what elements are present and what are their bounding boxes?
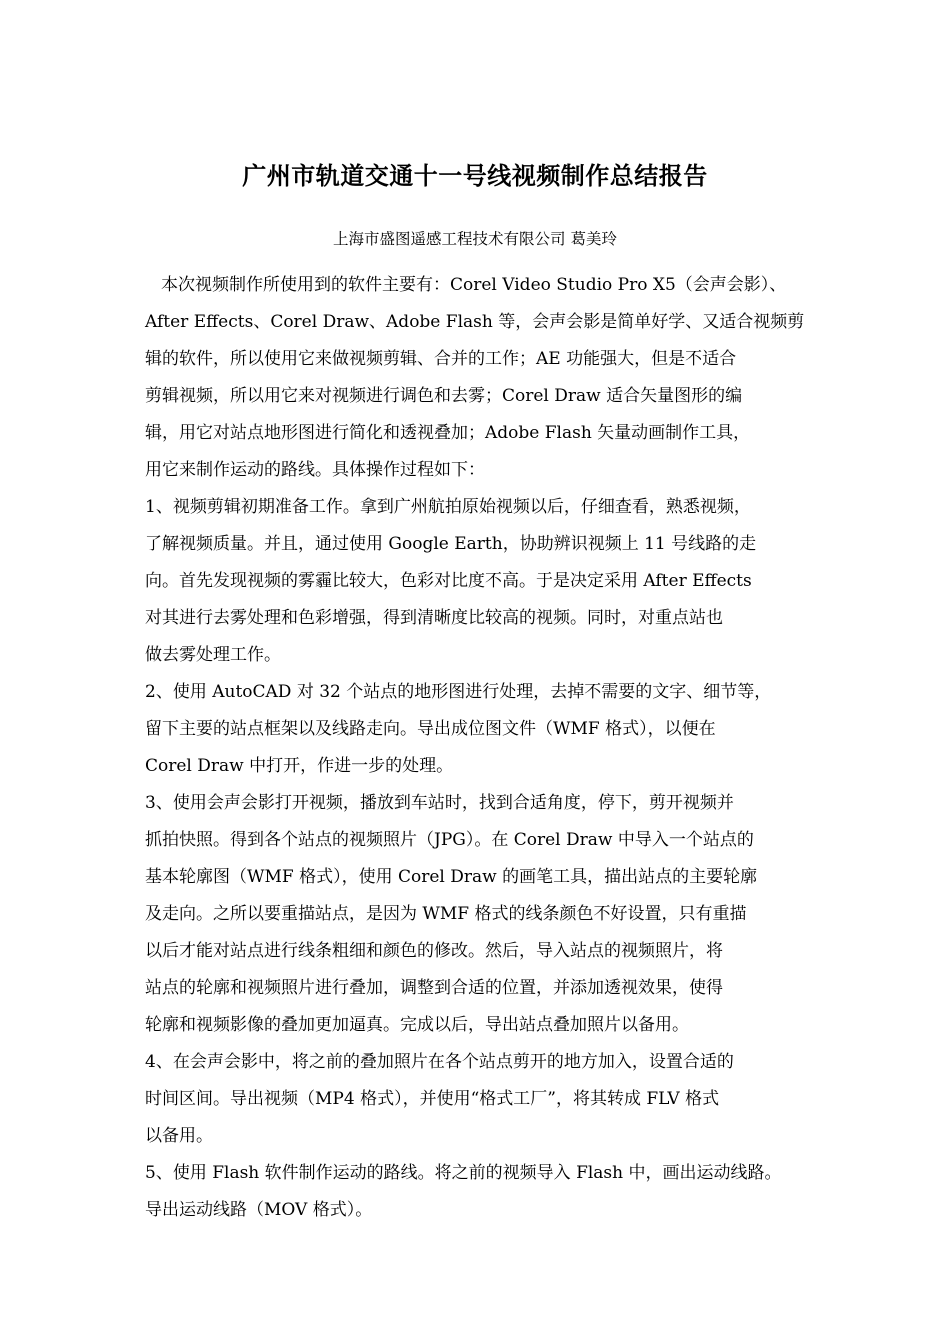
text-line: 了解视频质量。并且，通过使用 Google Earth，协助辨识视频上 11 号线路的走 <box>145 534 757 554</box>
text-line: 基本轮廓图（WMF 格式），使用 Corel Draw 的画笔工具，描出站点的主要轮廓 <box>145 867 758 887</box>
text-line: 对其进行去雾处理和色彩增强，得到清晰度比较高的视频。同时，对重点站也 <box>145 608 723 628</box>
text-line: 1、视频剪辑初期准备工作。拿到广州航拍原始视频以后，仔细查看，熟悉视频， <box>145 497 751 517</box>
text-line: 向。首先发现视频的雾霾比较大，色彩对比度不高。于是决定采用 After Effects <box>145 571 752 591</box>
document-body <box>145 270 825 1232</box>
document-title: 广州市轨道交通十一号线视频制作总结报告 <box>242 161 708 190</box>
text-line: 本次视频制作所使用到的软件主要有：Corel Video Studio Pro X5（会声会影）、 <box>161 275 787 295</box>
text-line: 导出运动线路（MOV 格式）。 <box>145 1200 373 1220</box>
text-line: 轮廓和视频影像的叠加更加逼真。完成以后，导出站点叠加照片以备用。 <box>145 1015 689 1035</box>
text-line: 及走向。之所以要重描站点，是因为 WMF 格式的线条颜色不好设置，只有重描 <box>145 904 747 924</box>
text-line: 辑的软件，所以使用它来做视频剪辑、合并的工作；AE 功能强大，但是不适合 <box>145 349 737 369</box>
text-line: 以备用。 <box>145 1126 213 1146</box>
text-line: Corel Draw 中打开，作进一步的处理。 <box>145 756 454 776</box>
text-line: After Effects、Corel Draw、Adobe Flash 等，会声会影是简单好学、又适合视频剪 <box>145 312 805 332</box>
text-line: 4、在会声会影中，将之前的叠加照片在各个站点剪开的地方加入，设置合适的 <box>145 1052 734 1072</box>
text-line: 留下主要的站点框架以及线路走向。导出成位图文件（WMF 格式），以便在 <box>145 719 716 739</box>
text-line: 以后才能对站点进行线条粗细和颜色的修改。然后，导入站点的视频照片，将 <box>145 941 723 961</box>
text-line: 站点的轮廓和视频照片进行叠加，调整到合适的位置，并添加透视效果，使得 <box>145 978 723 998</box>
text-line: 5、使用 Flash 软件制作运动的路线。将之前的视频导入 Flash 中，画出运动线路。 <box>145 1163 782 1183</box>
text-line: 辑，用它对站点地形图进行简化和透视叠加；Adobe Flash 矢量动画制作工具， <box>145 423 751 443</box>
document-author: 上海市盛图遥感工程技术有限公司 葛美玲 <box>333 230 617 248</box>
text-line: 剪辑视频，所以用它来对视频进行调色和去雾；Corel Draw 适合矢量图形的编 <box>145 386 743 406</box>
text-line: 2、使用 AutoCAD 对 32 个站点的地形图进行处理，去掉不需要的文字、细节等， <box>145 682 772 702</box>
text-line: 用它来制作运动的路线。具体操作过程如下： <box>145 460 485 480</box>
text-line: 时间区间。导出视频（MP4 格式），并使用“格式工厂”，将其转成 FLV 格式 <box>145 1089 720 1109</box>
text-line: 3、使用会声会影打开视频，播放到车站时，找到合适角度，停下，剪开视频并 <box>145 793 734 813</box>
text-line: 抓拍快照。得到各个站点的视频照片（JPG）。在 Corel Draw 中导入一个站点的 <box>145 830 754 850</box>
text-line: 做去雾处理工作。 <box>145 645 281 665</box>
